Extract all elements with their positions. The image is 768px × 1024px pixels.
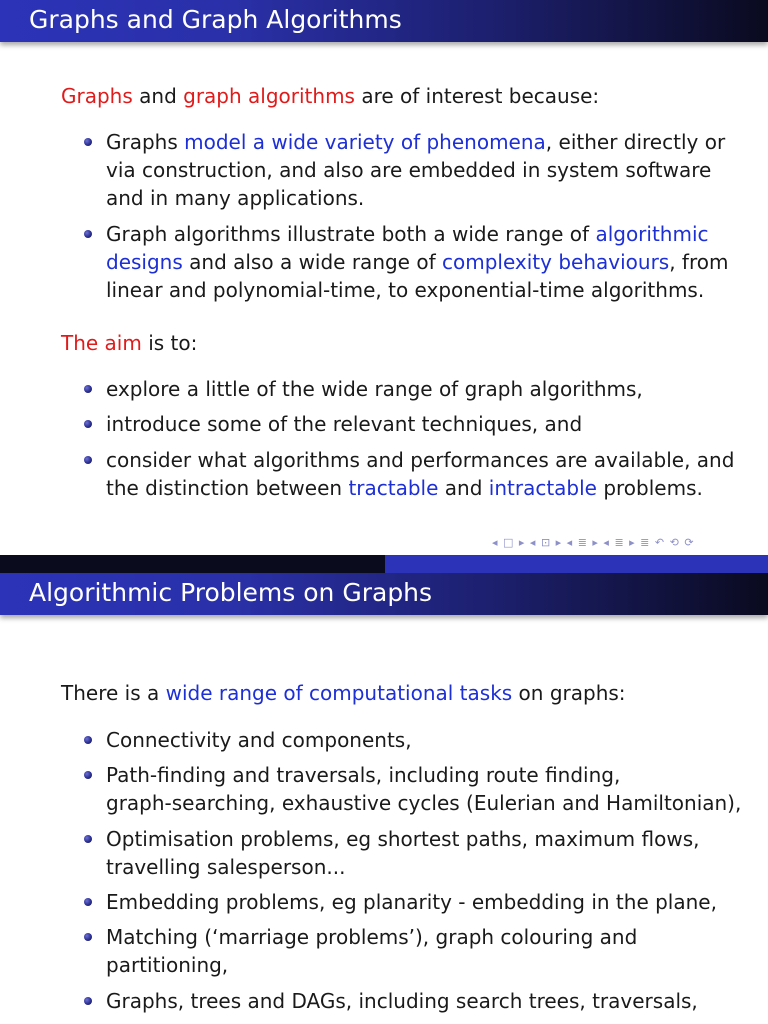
- bullet-icon: [84, 997, 92, 1005]
- list-item: Matching (‘marriage problems’), graph colouring and partitioning,: [106, 923, 746, 979]
- list-item: Graph algorithms illustrate both a wide range of algorithmic designs and also a wide range of complexity behaviours, from linear and polynomial-time, to exponential-time algorithms.: [106, 220, 746, 304]
- slide-title: Algorithmic Problems on Graphs: [29, 578, 433, 607]
- list-item: Path-finding and traversals, including route finding, graph-searching, exhaustive cycles (Eulerian and Hamiltonian),: [106, 761, 746, 817]
- list-item: Embedding problems, eg planarity - embedding in the plane,: [106, 888, 746, 916]
- highlight-phenomena: model a wide variety of phenomena: [184, 130, 546, 154]
- bullet-icon: [84, 456, 92, 464]
- slide-divider-blue: [385, 555, 768, 573]
- list-item: Graphs, trees and DAGs, including search trees, traversals,: [106, 987, 746, 1015]
- highlight-the-aim: The aim: [61, 331, 142, 355]
- highlight-tractable: tractable: [348, 476, 439, 500]
- highlight-graph-algorithms: graph algorithms: [183, 84, 355, 108]
- list-item: Connectivity and components,: [106, 726, 746, 754]
- list-item: introduce some of the relevant techniques, and: [106, 410, 746, 438]
- bullet-icon: [84, 835, 92, 843]
- list-item: Optimisation problems, eg shortest paths, maximum flows, travelling salesperson...: [106, 825, 746, 881]
- highlight-graphs: Graphs: [61, 84, 133, 108]
- bullet-icon: [84, 736, 92, 744]
- slide-divider-dark: [0, 555, 385, 573]
- bullet-icon: [84, 771, 92, 779]
- slide-title-bar: [0, 0, 768, 42]
- intro-paragraph: Graphs and graph algorithms are of interest because:: [61, 84, 600, 108]
- beamer-navigation-icons[interactable]: ◂ □ ▸ ◂ ⊡ ▸ ◂ ≣ ▸ ◂ ≣ ▸ ≣ ↶ ⟲ ⟳: [492, 536, 695, 549]
- slide-title: Graphs and Graph Algorithms: [29, 5, 402, 34]
- highlight-algorithmic: algorithmic: [595, 222, 709, 246]
- list-item: explore a little of the wide range of graph algorithms,: [106, 375, 746, 403]
- highlight-intractable: intractable: [488, 476, 597, 500]
- bullet-icon: [84, 420, 92, 428]
- highlight-computational-tasks: wide range of computational tasks: [165, 681, 513, 705]
- bullet-icon: [84, 898, 92, 906]
- bullet-icon: [84, 385, 92, 393]
- bullet-icon: [84, 933, 92, 941]
- list-item: consider what algorithms and performances are available, and the distinction between tractable and intractable problems.: [106, 446, 746, 502]
- list-item: Graphs model a wide variety of phenomena, either directly or via construction, and also are embedded in system software and in many applications.: [106, 128, 746, 212]
- bullet-icon: [84, 230, 92, 238]
- bullet-icon: [84, 138, 92, 146]
- intro-paragraph: There is a wide range of computational tasks on graphs:: [61, 681, 626, 705]
- aim-paragraph: The aim is to:: [61, 331, 198, 355]
- highlight-designs: designs: [106, 250, 183, 274]
- slide-algorithmic-problems: [0, 573, 768, 1024]
- slide-title-bar: [0, 573, 768, 615]
- highlight-complexity: complexity behaviours: [441, 250, 670, 274]
